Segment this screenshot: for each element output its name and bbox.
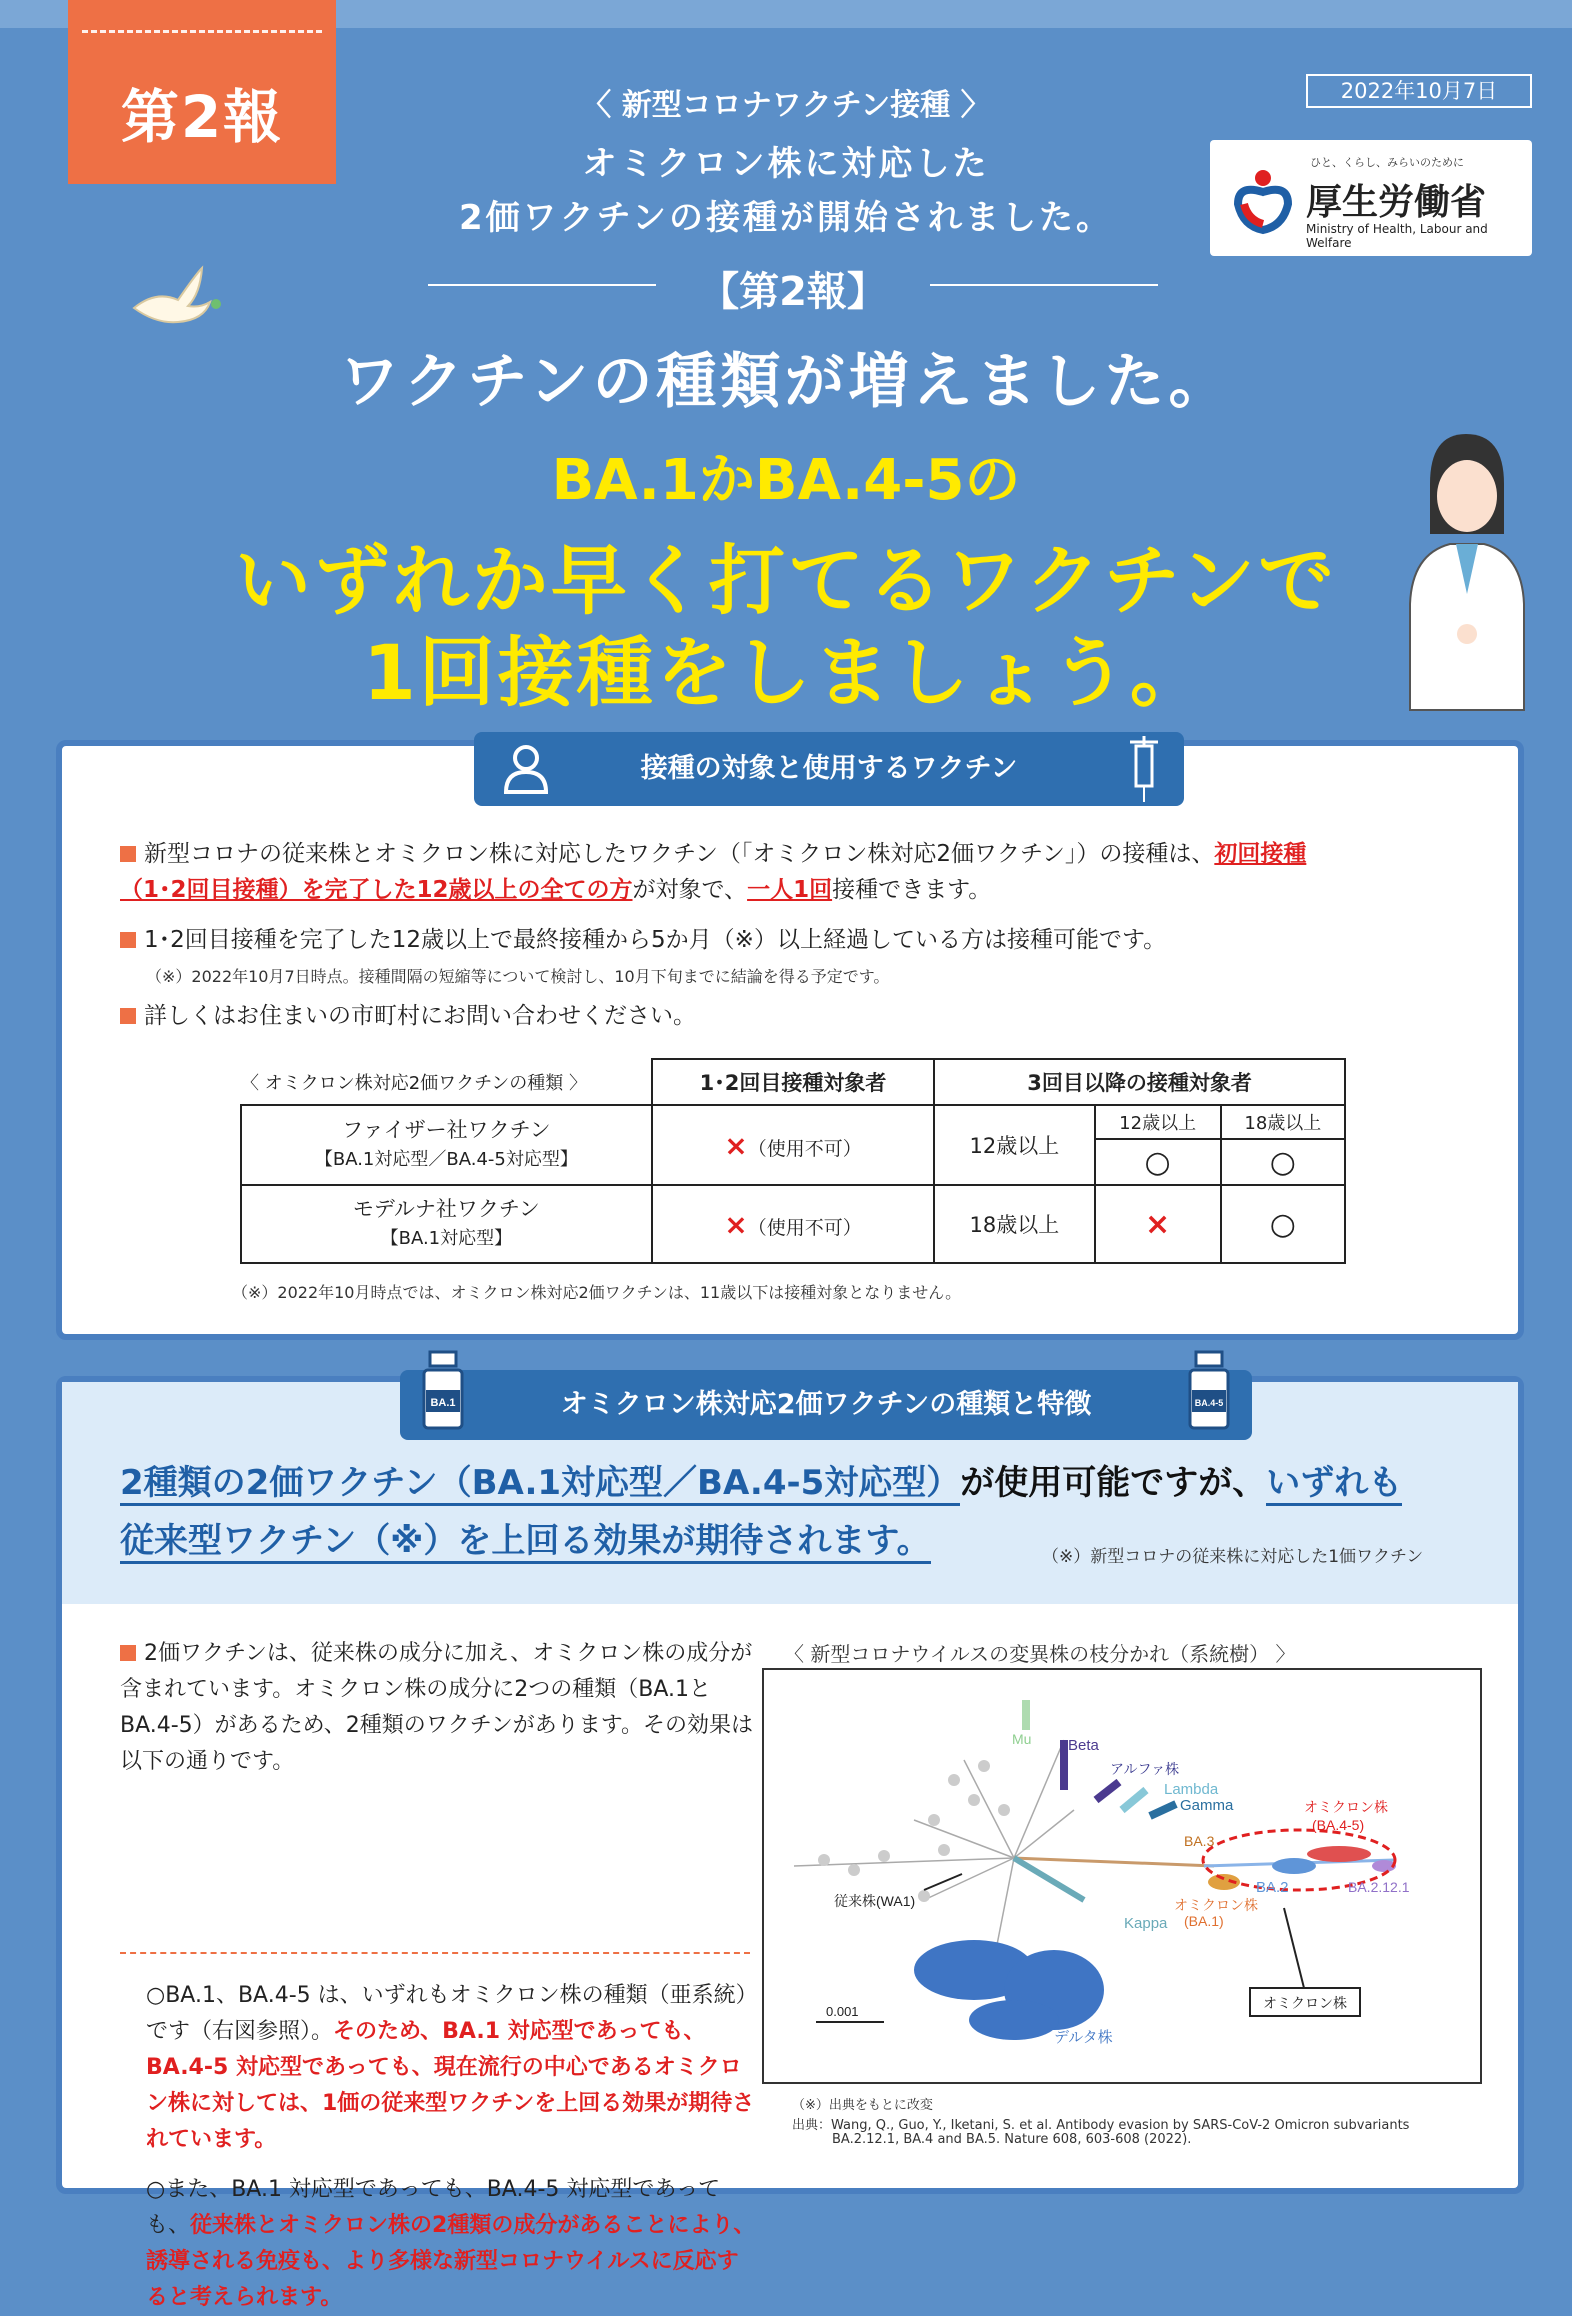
pfizer-first-text: （使用不可） (747, 1137, 862, 1160)
label-omicron1b: (BA.1) (1184, 1913, 1224, 1929)
moderna-first-cell (652, 1185, 935, 1263)
bullet1-text-b: が対象で、 (632, 877, 748, 903)
bullet3-text: 詳しくはお住まいの市町村にお問い合わせください。 (144, 1003, 696, 1029)
report-divider (428, 256, 1158, 316)
badge-dash (82, 30, 322, 33)
lead1-underline2: いずれも (1266, 1463, 1402, 1506)
label-ba2121: BA.2.12.1 (1348, 1879, 1410, 1895)
label-delta: デルタ株 (1054, 2029, 1113, 2046)
point2-text: ○また、BA.1 対応型であっても、BA.4-5 対応型であっても、 (146, 2177, 721, 2238)
cross-icon: × (724, 1128, 748, 1162)
vaccine-types-panel (56, 1376, 1524, 2310)
label-kappa: Kappa (1124, 1915, 1168, 1932)
moderna-type: 【BA.1対応型】 (380, 1228, 513, 1249)
logo-english: Ministry of Health, Labour and Welfare (1306, 222, 1488, 250)
badge-text: 第2報 (120, 83, 284, 151)
point2-red: 従来株とオミクロン株の2種類の成分があることにより、誘導される免疫も、より多様な新型コロナウイルスに反応すると考えられます。 (146, 2213, 756, 2310)
logo-tagline: ひと、くらし、みらいのために (1310, 156, 1464, 169)
pfizer-type: 【BA.1対応型／BA.4-5対応型】 (314, 1149, 578, 1170)
col-third-plus: 3回目以降の接種対象者 (934, 1059, 1345, 1105)
table-row (241, 1185, 652, 1263)
moderna-age: 18歳以上 (934, 1185, 1094, 1263)
label-gamma: Gamma (1180, 1797, 1234, 1814)
vial-ba45-label: BA.4-5 (1194, 1398, 1224, 1408)
sub-18: 18歳以上 (1221, 1105, 1345, 1139)
dashed-divider (120, 1952, 750, 1954)
yellow-line3: 1回接種をしましょう。 (363, 628, 1209, 717)
bullet1-text-a: 新型コロナの従来株とオミクロン株に対応したワクチン（「オミクロン株対応2価ワクチン」）の接種は、 (144, 841, 1215, 867)
pfizer-c12: ○ (1095, 1139, 1221, 1185)
doctor-illustration (1400, 424, 1530, 710)
label-scale: 0.001 (826, 2004, 859, 2019)
label-omicron1: オミクロン株 (1174, 1897, 1258, 1913)
yellow-line1: BA.1かBA.4-5の (551, 448, 1021, 513)
vial-ba1-label: BA.1 (430, 1397, 456, 1409)
figure-caption: 〈 新型コロナウイルスの変異株の枝分かれ（系統樹） 〉 (784, 1642, 1296, 1666)
explanation-text: 2価ワクチンは、従来株の成分に加え、オミクロン株の成分が含まれています。オミクロン株の成分に2つの種類（BA.1とBA.4-5）があるため、2種類のワクチンがあります。その効果は以下の通りです。 (120, 1641, 753, 1774)
vaccine-table (240, 1058, 1346, 1264)
explanation-paragraph (120, 1636, 760, 1780)
syringe-icon (1124, 736, 1164, 802)
source-note: （※）出典をもとに改変 (792, 2098, 933, 2113)
label-alpha: アルファ株 (1110, 1761, 1180, 1777)
phylo-tree (764, 1670, 1480, 2082)
moderna-c18: ○ (1221, 1185, 1345, 1263)
vial-ba1-icon (422, 1352, 464, 1432)
types-title: オミクロン株対応2価ワクチンの種類と特徴 (560, 1389, 1092, 1420)
bullet2-text: 1･2回目接種を完了した12歳以上で最終接種から5か月（※）以上経過している方は接種可能です。 (144, 927, 1167, 953)
label-wa1: 従来株(WA1) (834, 1893, 916, 1909)
bullet1-red2: （1･2回目接種）を完了した12歳以上の全ての方 (120, 877, 633, 903)
category-label: 〈 新型コロナワクチン接種 〉 (581, 88, 991, 123)
cross-icon: × (724, 1207, 748, 1241)
header-line1: オミクロン株に対応した (582, 144, 990, 184)
point1-red: そのため、BA.1 対応型であっても、BA.4-5 対応型であっても、現在流行の中心であるオミクロン株に対しては、1価の従来型ワクチンを上回る効果が期待されています。 (146, 2019, 755, 2152)
logo-name: 厚生労働省 (1306, 182, 1487, 223)
report-label: 【第2報】 (699, 269, 887, 315)
moderna-name: モデルナ社ワクチン (352, 1197, 540, 1221)
pfizer-age: 12歳以上 (934, 1105, 1094, 1185)
label-mu: Mu (1012, 1731, 1032, 1747)
bullet2-note: （※）2022年10月7日時点。接種間隔の短縮等について検討し、10月下旬までに結論を得る予定です。 (146, 967, 890, 986)
bullet1-red3: 一人1回 (747, 877, 833, 903)
moderna-first-text: （使用不可） (747, 1216, 862, 1239)
source-citation-2: BA.2.12.1, BA.4 and BA.5. Nature 608, 603-608 (2022). (832, 2132, 1192, 2147)
vial-ba45-icon (1188, 1352, 1230, 1432)
person-icon (502, 744, 550, 794)
label-ba2: BA.2 (1256, 1879, 1289, 1896)
eligibility-title: 接種の対象と使用するワクチン (640, 753, 1018, 784)
types-title-bar (400, 1370, 1252, 1440)
label-omicron45b: (BA.4-5) (1312, 1817, 1365, 1833)
lead1-underline: 2種類の2価ワクチン（BA.1対応型／BA.4-5対応型） (120, 1463, 960, 1506)
table-caption: 〈 オミクロン株対応2価ワクチンの種類 〉 (241, 1059, 652, 1105)
lead-line1 (120, 1456, 1402, 1510)
bullet1-red1: 初回接種 (1214, 841, 1307, 867)
bullet-2 (120, 922, 1500, 958)
col-first-second: 1･2回目接種対象者 (652, 1059, 935, 1105)
lead2-underline: 従来型ワクチン（※）を上回る効果が期待されます。 (120, 1521, 931, 1564)
label-beta: Beta (1068, 1737, 1099, 1754)
headline: ワクチンの種類が増えました。 (339, 347, 1233, 417)
bullet-1 (120, 836, 1500, 908)
bullet1-text-c: 接種できます。 (832, 877, 992, 903)
lead-line2 (120, 1514, 931, 1568)
source-citation-1: 出典：Wang, Q., Guo, Y., Iketani, S. et al. Antibody evasion by SARS-CoV-2 Omicron subvariants (792, 2118, 1410, 2133)
pfizer-name: ファイザー社ワクチン (342, 1118, 551, 1142)
sub-12: 12歳以上 (1095, 1105, 1221, 1139)
phylogenetic-tree-figure (762, 1668, 1482, 2084)
pfizer-first-cell (652, 1105, 935, 1185)
header-line2: 2価ワクチンの接種が開始されました。 (459, 198, 1113, 238)
bullet-3 (120, 998, 1500, 1034)
point1-text: ○BA.1、BA.4-5 は、いずれもオミクロン株の種類（亜系統）です（右図参照）。 (146, 1983, 758, 2044)
issue-date: 2022年10月7日 (1306, 74, 1532, 108)
pfizer-c18: ○ (1221, 1139, 1345, 1185)
yellow-line2: いずれか早く打てるワクチンで (234, 536, 1338, 625)
lead1-plain: が使用可能ですが、 (960, 1463, 1267, 1503)
table-row (241, 1105, 652, 1185)
label-omicron45: オミクロン株 (1304, 1799, 1388, 1815)
label-lambda: Lambda (1164, 1781, 1219, 1798)
dove-icon (126, 264, 226, 336)
label-ba3: BA.3 (1184, 1833, 1215, 1849)
label-omicron-box: オミクロン株 (1263, 1995, 1347, 2011)
eligibility-panel (56, 740, 1524, 1340)
table-note: （※）2022年10月時点では、オミクロン株対応2価ワクチンは、11歳以下は接種対象となりません。 (232, 1283, 962, 1302)
point-2 (146, 2172, 758, 2316)
lead-note: （※）新型コロナの従来株に対応した1価ワクチン (1042, 1547, 1424, 1567)
point-1 (146, 1978, 758, 2158)
moderna-c12: × (1095, 1185, 1221, 1263)
eligibility-title-bar (474, 732, 1184, 806)
